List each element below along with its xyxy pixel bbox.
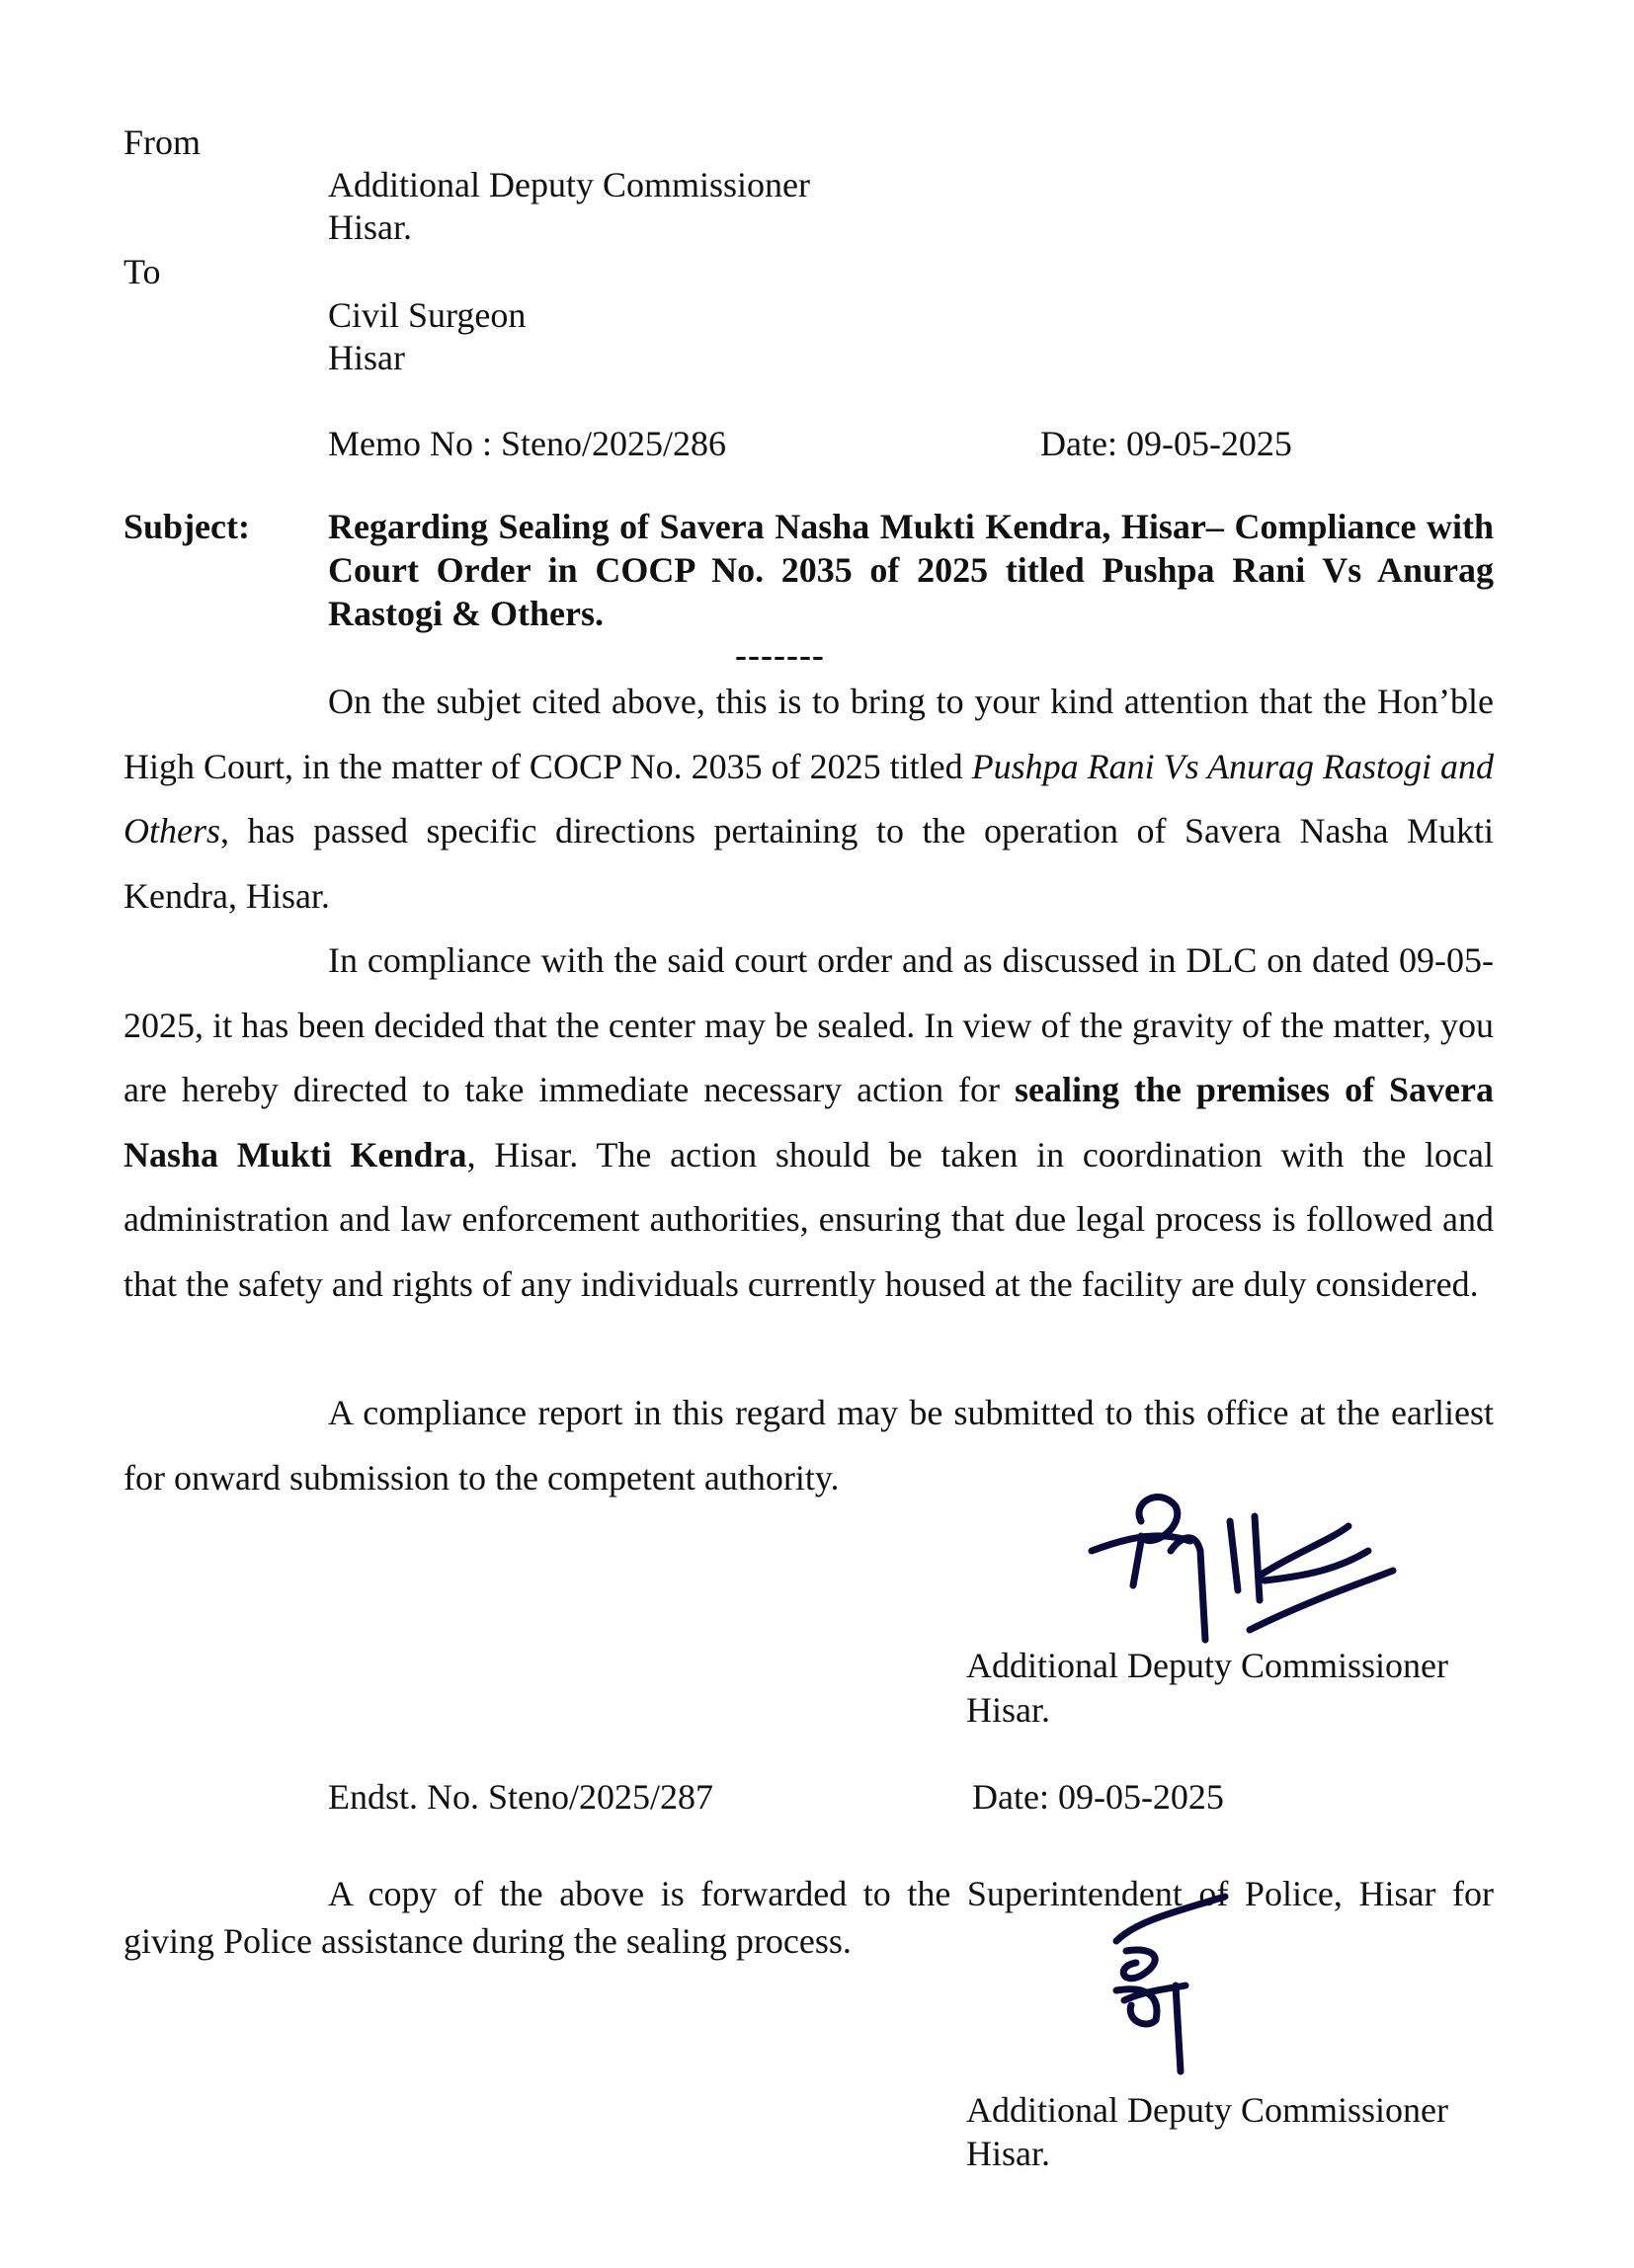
subject-separator: ------- bbox=[735, 635, 825, 675]
to-place: Hisar bbox=[328, 338, 405, 377]
signature-2-place: Hisar. bbox=[966, 2134, 1050, 2173]
signature-1-designation: Additional Deputy Commissioner bbox=[966, 1646, 1448, 1685]
signature-2-image bbox=[1087, 1892, 1235, 2079]
p1-text-a: On the subjet cited above, this is to bring to your kind attention that the Hon’ble High Court, in the matter of COCP No. 2035 of 2025 titled bbox=[123, 682, 1494, 786]
endorsement-date: Date: 09-05-2025 bbox=[972, 1777, 1224, 1817]
from-designation: Additional Deputy Commissioner bbox=[328, 165, 810, 204]
to-label: To bbox=[123, 252, 161, 291]
from-label: From bbox=[123, 122, 202, 162]
p2-text-b: , Hisar. The action should be taken in coordination with the local administration and law enforcement authorities, ensuring that due legal process is followed and that the safety and rights of any individuals currently housed at the facility are duly considered. bbox=[123, 1134, 1494, 1304]
subject-label: Subject: bbox=[123, 507, 250, 546]
p1-text-b: , has passed specific directions pertaining to the operation of Savera Nasha Mukti Kendra, Hisar. bbox=[123, 811, 1494, 916]
p2-text-a: In compliance with the said court order and as discussed in DLC on dated 09-05-2025, it has been decided that the center may be sealed. In view of the gravity of the matter, you are hereby directed to take immediate necessary action for bbox=[123, 940, 1494, 1109]
p2-bold-text: sealing the premises of Savera Nasha Mukti Kendra bbox=[123, 1070, 1494, 1174]
memo-date: Date: 09-05-2025 bbox=[1040, 424, 1292, 463]
endorsement-number: Endst. No. Steno/2025/287 bbox=[328, 1777, 714, 1817]
body-paragraph-1 bbox=[123, 670, 1494, 929]
endorsement-text: A copy of the above is forwarded to the Superintendent of Police, Hisar for giving Police assistance during the sealing process. bbox=[123, 1874, 1494, 1961]
signature-1-image bbox=[1072, 1482, 1398, 1650]
body-paragraph-2 bbox=[123, 929, 1494, 1317]
signature-1-place: Hisar. bbox=[966, 1690, 1050, 1730]
subject-text: Regarding Sealing of Savera Nasha Mukti Kendra, Hisar– Compliance with Court Order in COCP No. 2035 of 2025 titled Pushpa Rani Vs Anurag Rastogi & Others. bbox=[328, 507, 1494, 633]
body-paragraph-3: A compliance report in this regard may be submitted to this office at the earliest for onward submission to the competent authority. bbox=[123, 1393, 1494, 1498]
signature-2-designation: Additional Deputy Commissioner bbox=[966, 2090, 1448, 2130]
memo-number: Memo No : Steno/2025/286 bbox=[328, 424, 726, 463]
from-place: Hisar. bbox=[328, 207, 412, 247]
to-designation: Civil Surgeon bbox=[328, 295, 527, 335]
p1-case-title: Pushpa Rani Vs Anurag Rastogi and Others bbox=[123, 746, 1494, 850]
